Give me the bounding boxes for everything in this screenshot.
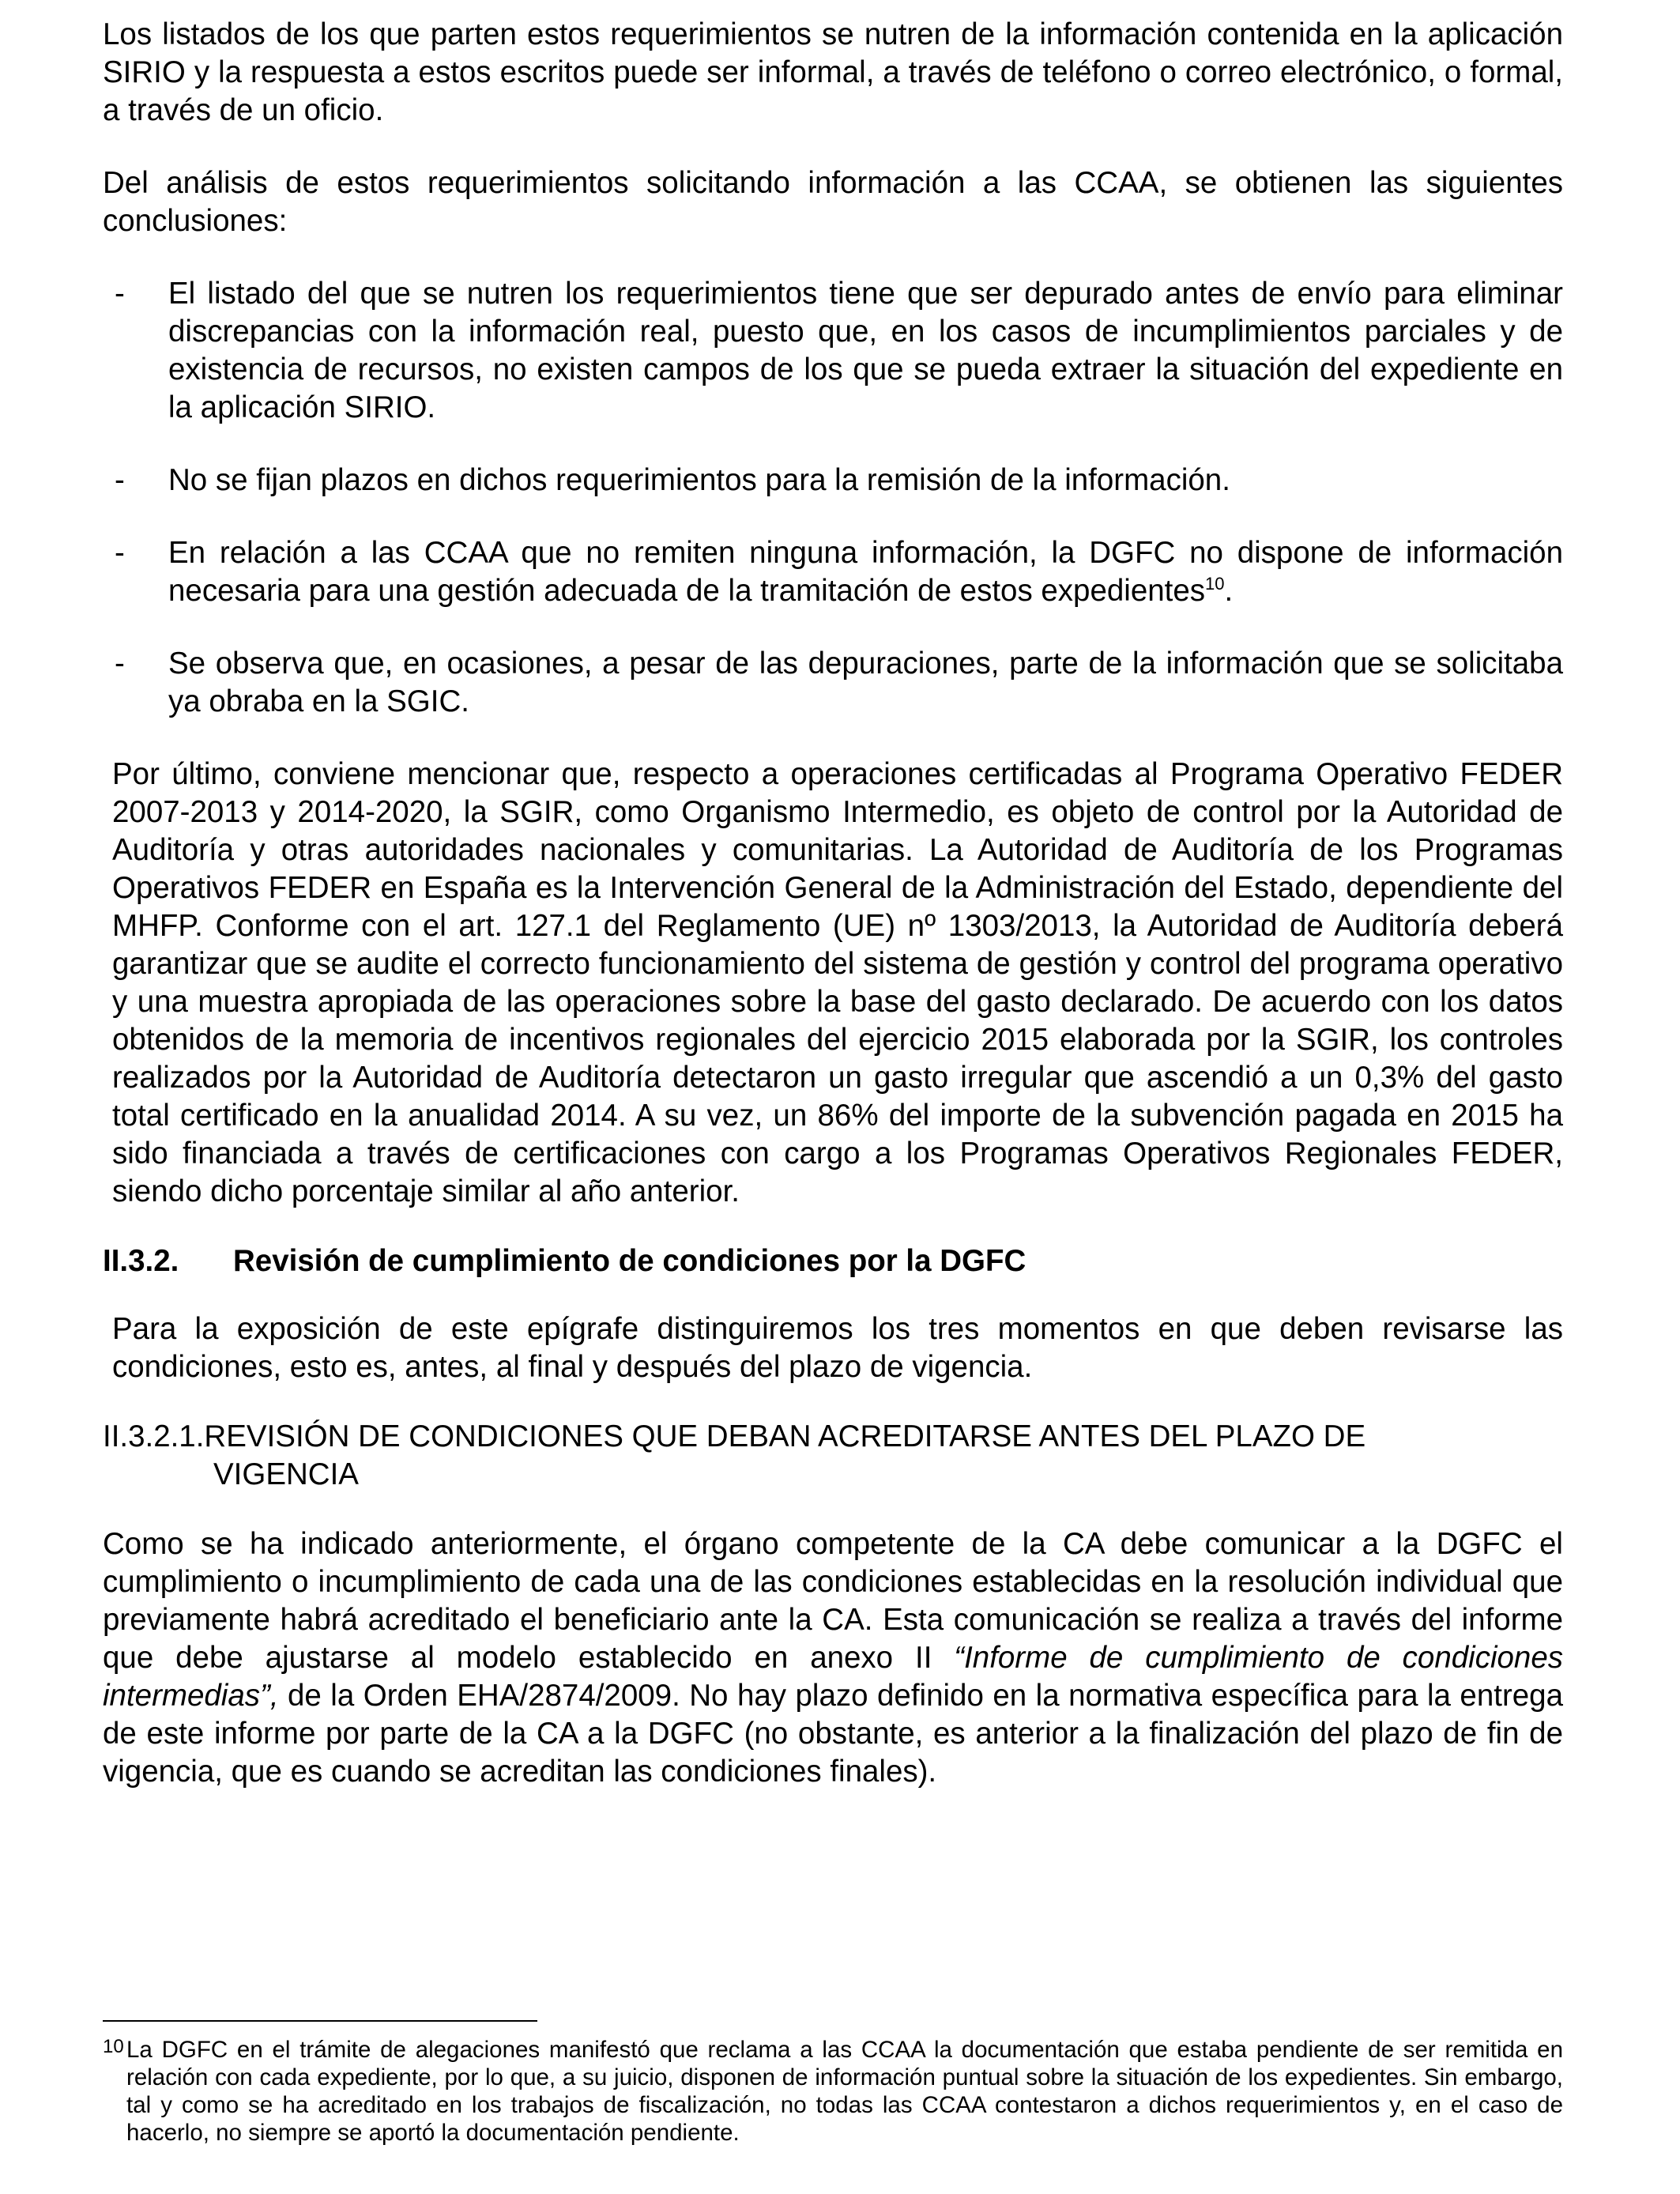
subsection-title <box>204 1418 1563 1456</box>
paragraph-exposicion: Para la exposición de este epígrafe distinguiremos los tres momentos en que deben revisarse las condiciones, esto es, antes, al final y después del plazo de vigencia. <box>112 1312 1563 1384</box>
list-item-text: En relación a las CCAA que no remiten ninguna información, la DGFC no dispone de información necesaria para una gestión adecuada de la tramitación de estos expedientes <box>168 536 1563 608</box>
footnote-text: La DGFC en el trámite de alegaciones manifestó que reclama a las CCAA la documentación que estaba pendiente de ser remitida en relación con cada expediente, por lo que, a su juicio, disponen de información puntual sobre la situación de los expedientes. Sin embargo, tal y como se ha acreditado en los trabajos de fiscalización, no todas las CCAA contestaron a dichos requerimientos y, en el caso de hacerlo, no siempre se aportó la documentación pendiente. <box>126 2037 1563 2146</box>
subsection-title-line-1: REVISIÓN DE CONDICIONES QUE DEBAN ACREDITARSE ANTES DEL PLAZO DE <box>204 1419 1366 1453</box>
subsection-heading <box>103 1418 1563 1456</box>
footnote <box>103 2036 1563 2147</box>
paragraph-comunicacion <box>103 1525 1563 1791</box>
paragraph-autoridad-auditoria: Por último, conviene mencionar que, respecto a operaciones certificadas al Programa Operativo FEDER 2007-2013 y 2014-2020, la SGIR, como Organismo Intermedio, es objeto de control por la Autoridad de Auditoría y otras autoridades nacionales y comunitarias. La Autoridad de Auditoría de los Programas Operativos FEDER en España es la Intervención General de la Administración del Estado, dependiente del MHFP. Conforme con el art. 127.1 del Reglamento (UE) nº 1303/2013, la Autoridad de Auditoría deberá garantizar que se audite el correcto funcionamiento del sistema de gestión y control del programa operativo y una muestra apropiada de las operaciones sobre la base del gasto declarado. De acuerdo con los datos obtenidos de la memoria de incentivos regionales del ejercicio 2015 elaborada por la SGIR, los controles realizados por la Autoridad de Auditoría detectaron un gasto irregular que ascendió a un 0,3% del gasto total certificado en la anualidad 2014. A su vez, un 86% del importe de la subvención pagada en 2015 ha sido financiada a través de certificaciones con cargo a los Programas Operativos Regionales FEDER, siendo dicho porcentaje similar al año anterior. <box>112 757 1563 1208</box>
document-page <box>103 16 1563 1791</box>
bullet-dash: - <box>115 536 125 570</box>
list-item <box>103 275 1563 427</box>
section-number: II.3.2. <box>103 1244 179 1278</box>
list-item-text: El listado del que se nutren los requerimientos tiene que ser depurado antes de envío para eliminar discrepancias con la información real, puesto que, en los casos de incumplimientos parciales y de existencia de recursos, no existen campos de los que se pueda extraer la situación del expediente en la aplicación SIRIO. <box>168 277 1563 424</box>
annex-title-italic: “Informe de cumplimiento de condiciones intermedias”, <box>103 1641 1563 1713</box>
bullet-dash: - <box>115 463 125 497</box>
list-item <box>103 645 1563 721</box>
list-item-end: . <box>1224 574 1234 608</box>
footnote-reference[interactable]: 10 <box>1205 574 1225 594</box>
footnote-separator <box>103 2020 537 2022</box>
footnote-number: 10 <box>103 2036 124 2057</box>
subsection-heading-continuation <box>103 1456 1563 1494</box>
conclusions-list <box>103 275 1563 721</box>
list-item <box>103 534 1563 610</box>
paragraph-text-end: de la Orden EHA/2874/2009. No hay plazo definido en la normativa específica para la entrega de este informe por parte de la CA a la DGFC (no obstante, es anterior a la finalización del plazo de fin de vigencia, que es cuando se acreditan las condiciones finales). <box>103 1679 1563 1789</box>
list-item <box>103 462 1563 499</box>
subsection-title-line-2: VIGENCIA <box>213 1457 359 1491</box>
subsection-number: II.3.2.1. <box>103 1419 205 1453</box>
paragraph-text: Como se ha indicado anteriormente, el órgano competente de la CA debe comunicar a la DGFC el cumplimiento o incumplimiento de cada una de las condiciones establecidas en la resolución individual que previamente habrá acreditado el beneficiario ante la CA. Esta comunicación se realiza a través del informe que debe ajustarse al modelo establecido en anexo II <box>103 1527 1563 1675</box>
paragraph-listados: Los listados de los que parten estos requerimientos se nutren de la información contenida en la aplicación SIRIO y la respuesta a estos escritos puede ser informal, a través de teléfono o correo electrónico, o formal, a través de un oficio. <box>103 17 1563 127</box>
bullet-dash: - <box>115 277 125 311</box>
list-item-text: No se fijan plazos en dichos requerimientos para la remisión de la información. <box>168 463 1230 497</box>
section-title: Revisión de cumplimiento de condiciones por la DGFC <box>233 1244 1026 1278</box>
section-heading <box>103 1242 1563 1280</box>
paragraph-analisis: Del análisis de estos requerimientos solicitando información a las CCAA, se obtienen las siguientes conclusiones: <box>103 166 1563 238</box>
list-item-text: Se observa que, en ocasiones, a pesar de las depuraciones, parte de la información que se solicitaba ya obraba en la SGIC. <box>168 647 1563 718</box>
bullet-dash: - <box>115 647 125 680</box>
